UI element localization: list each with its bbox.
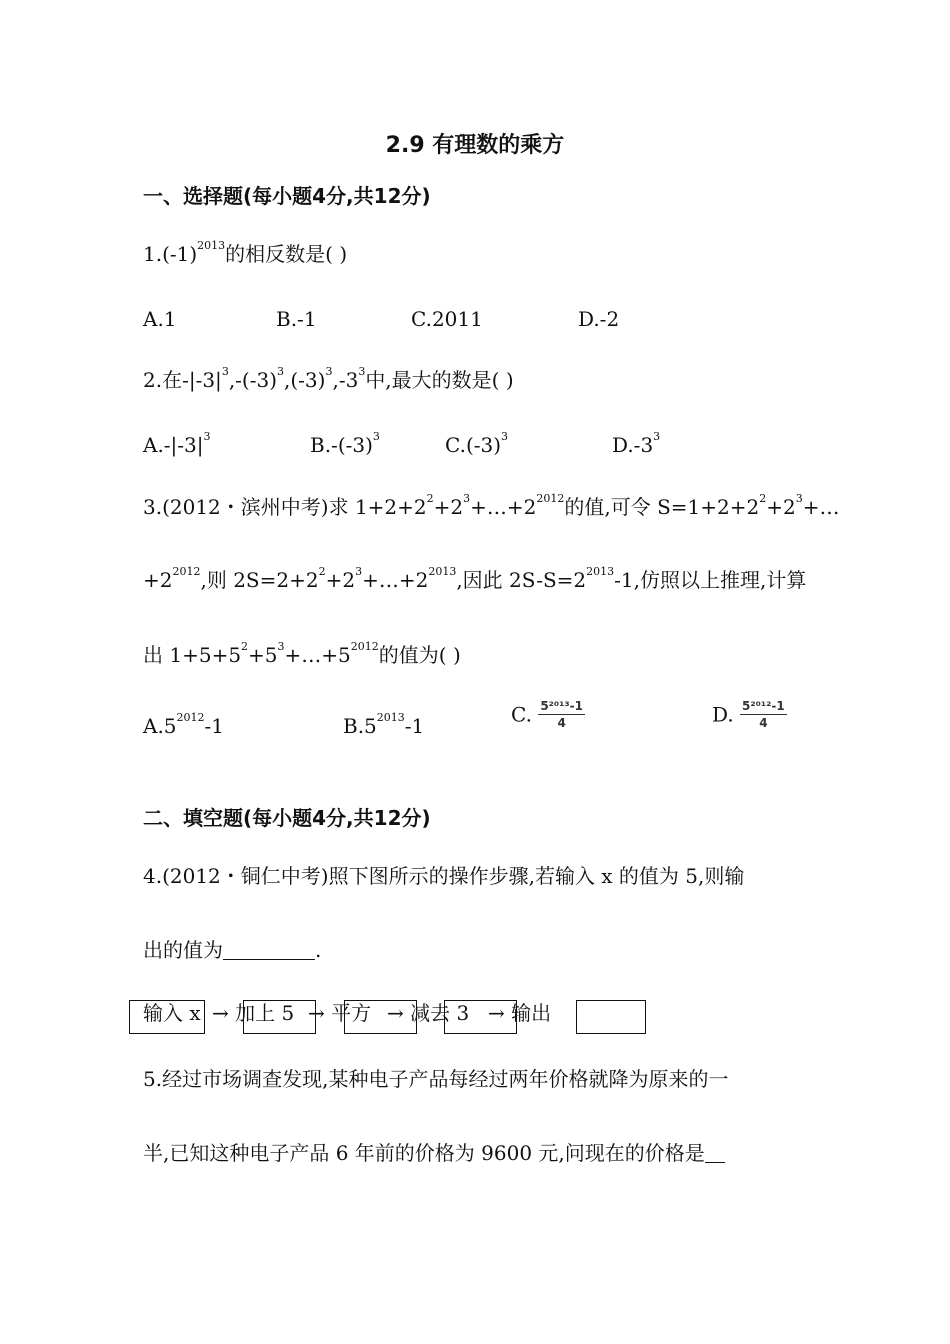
question-5-line-2: 半,已知这种电子产品 6 年前的价格为 9600 元,问现在的价格是 (143, 1143, 725, 1163)
flow-box-output (576, 1000, 646, 1034)
q3-option-d-fraction: $\frac{\text{5²⁰¹²-1}}{4}$ (742, 699, 785, 730)
section-heading-fill-in: 二、填空题(每小题4分,共12分) (143, 806, 431, 830)
page-title: 2.9 有理数的乘方 (385, 133, 565, 158)
question-1: $1.(-1)^{2013}$的相反数是( ) (143, 239, 348, 266)
q3-option-c-fraction: $\frac{\text{5²⁰¹³-1}}{4}$ (540, 699, 584, 730)
flow-step-add: → 加上 5 (212, 1001, 295, 1025)
q2-option-a: $A.-|-3|^3$ (143, 430, 211, 457)
question-5-line-1: 5.经过市场调查发现,某种电子产品每经过两年价格就降为原来的一 (143, 1067, 729, 1091)
q1-option-b: B.-1 (276, 307, 317, 331)
question-3-line-3: 出 $1+5+5^2+5^3+\dots+5^{2012}$的值为( ) (143, 640, 461, 667)
flow-step-input: 输入 x (143, 1001, 201, 1025)
q3-option-c: C. $\frac{\text{5²⁰¹³-1}}{4}$ (511, 699, 584, 730)
question-2: 2.在$-|-3|^3,-(-3)^3,(-3)^3,-3^3$中,最大的数是( ) (143, 365, 514, 392)
answer-blank[interactable] (223, 941, 315, 960)
q2-option-b: $B.-(-3)^3$ (310, 430, 380, 457)
flow-step-square: → 平方 (308, 1001, 372, 1025)
question-3-line-1: 3.(2012・滨州中考)求 $1+2+2^2+2^3+\dots+2^{2012}$的值,可令 $S=1+2+2^2+2^3+\dots$ (143, 492, 840, 519)
q1-option-c: C.2011 (411, 307, 483, 331)
q2-option-d: $D.-3^3$ (612, 430, 661, 457)
flow-step-subtract: → 减去 3 (387, 1001, 470, 1025)
flow-step-output: → 输出 (488, 1001, 552, 1025)
section-heading-multiple-choice: 一、选择题(每小题4分,共12分) (143, 184, 431, 208)
q3-option-a: $A.5^{2012}-1$ (143, 711, 225, 738)
q1-option-d: D.-2 (578, 307, 620, 331)
question-4-line-2: 出的值为 . (143, 938, 322, 962)
q3-option-d: D. $\frac{\text{5²⁰¹²-1}}{4}$ (712, 699, 785, 730)
q3-option-b: $B.5^{2013}-1$ (343, 711, 425, 738)
answer-blank[interactable] (705, 1144, 725, 1163)
question-3-line-2: $+2^{2012}$,则 $2S=2+2^2+2^3+\dots+2^{2013}$,因此 $2S-S=2^{2013}-1$,仿照以上推理,计算 (143, 565, 807, 592)
q2-option-c: $C.(-3)^3$ (445, 430, 509, 457)
question-4-line-1: 4.(2012・铜仁中考)照下图所示的操作步骤,若输入 x 的值为 5,则输 (143, 864, 745, 888)
q1-option-a: A.1 (143, 307, 177, 331)
